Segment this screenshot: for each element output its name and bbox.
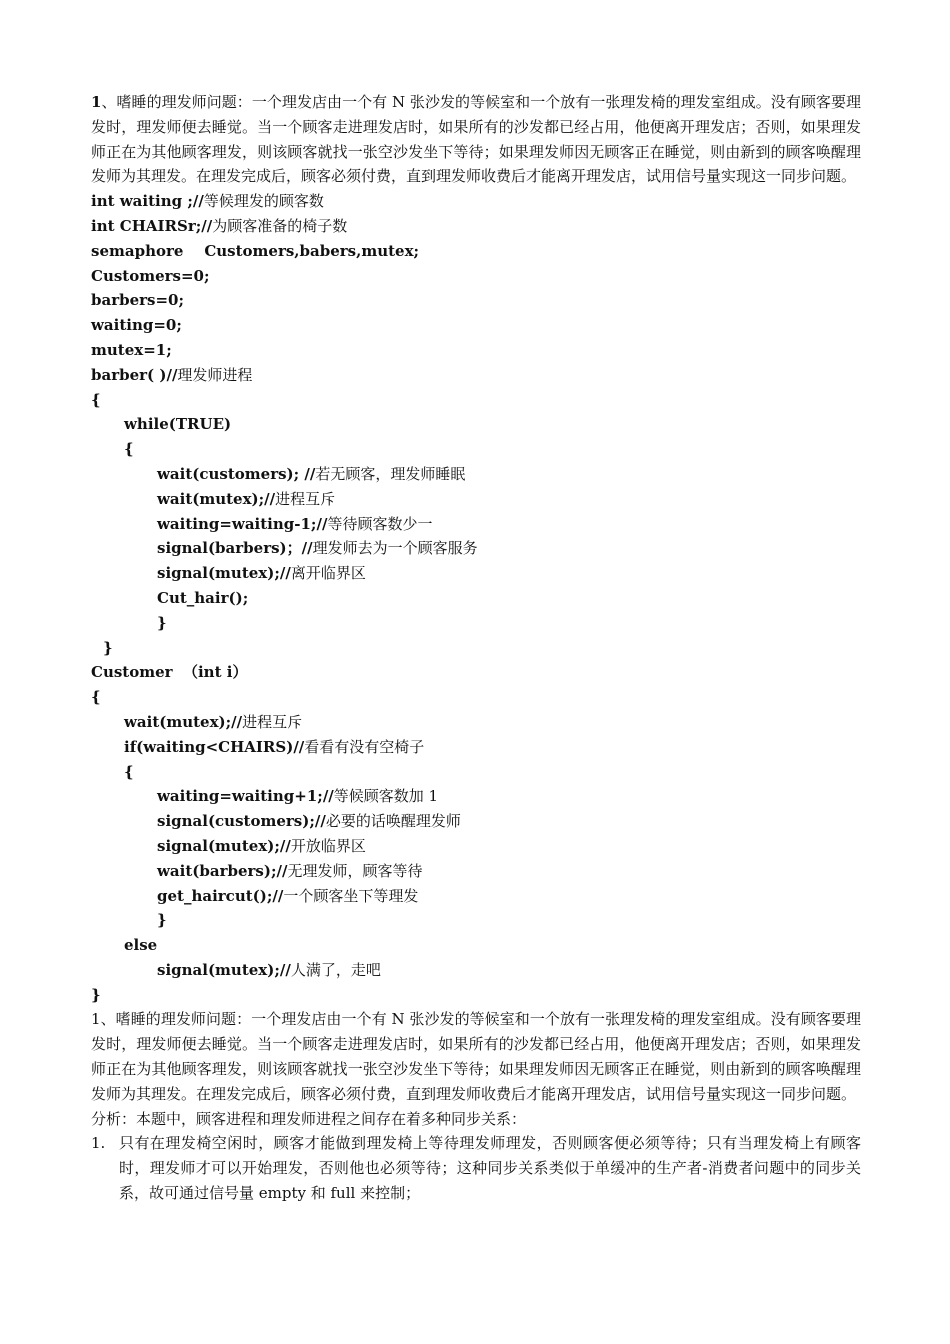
code-line — [91, 933, 861, 958]
code-comment: 看看有没有空椅子 — [304, 737, 425, 756]
code-text: wait(mutex);// — [157, 489, 276, 508]
code-text: if(waiting<CHAIRS)// — [124, 737, 305, 756]
code-text: { — [91, 688, 101, 707]
code-line — [91, 809, 861, 834]
code-comment: 一个顾客坐下等理发 — [283, 886, 419, 905]
code-text: int waiting ;// — [91, 192, 204, 211]
code-comment: 离开临界区 — [290, 564, 366, 583]
code-text: Customers=0; — [91, 266, 210, 285]
code-line — [91, 388, 861, 413]
problem-statement-repeat: 1、嗜睡的理发师问题：一个理发店由一个有 N 张沙发的等候室和一个放有一张理发椅的理发室组成。没有顾客要理发时，理发师便去睡觉。当一个顾客走进理发店时，如果所有的沙发都已经占用，他便离开理发店；否则，如果理发师正在为其他顾客理发，则该顾客就找一张空沙发坐下等待；如果理发师因无顾客正在睡觉，则由新到的顾客唤醒理发师为其理发。在理发完成后，顾客必须付费，直到理发师收费后才能离开理发店，试用信号量实现这一同步问题。 — [91, 1010, 861, 1103]
code-text: wait(barbers);// — [157, 861, 288, 880]
problem-statement — [91, 90, 861, 189]
code-text: int CHAIRSr;// — [91, 216, 213, 235]
code-text: signal(customers);// — [157, 812, 326, 831]
analysis-heading: 分析：本题中，顾客进程和理发师进程之间存在着多种同步关系： — [91, 1109, 527, 1128]
code-comment: 等候顾客数加 1 — [333, 787, 439, 806]
code-line — [91, 462, 861, 487]
code-text: get_haircut();// — [157, 886, 284, 905]
code-line — [91, 983, 861, 1008]
code-line — [91, 735, 861, 760]
code-text: } — [157, 911, 167, 930]
code-line — [91, 288, 861, 313]
code-line — [91, 784, 861, 809]
problem-number: 1 — [91, 93, 102, 111]
code-line — [91, 512, 861, 537]
code-text: wait(customers); // — [157, 464, 316, 483]
code-text: } — [157, 613, 167, 632]
analysis-item — [91, 1131, 861, 1205]
code-comment: 等待顾客数少一 — [327, 514, 433, 533]
code-line — [91, 338, 861, 363]
code-text: } — [91, 985, 101, 1004]
code-line — [91, 760, 861, 785]
code-line — [91, 710, 861, 735]
code-comment: 进程互斥 — [242, 712, 303, 731]
code-text: Cut_hair(); — [157, 588, 249, 607]
code-comment: 开放临界区 — [290, 836, 366, 855]
code-line — [91, 884, 861, 909]
analysis-item-number: 1. — [91, 1134, 106, 1153]
code-text: barbers=0; — [91, 291, 185, 310]
code-comment: 理发师去为一个顾客服务 — [312, 539, 478, 558]
analysis-item-text: 只有在理发椅空闲时，顾客才能做到理发椅上等待理发师理发，否则顾客便必须等待；只有当理发椅上有顾客时，理发师才可以开始理发，否则他也必须等待；这种同步关系类似于单缓冲的生产者-消费者问题中的同步关系，故可通过信号量 empty 和 full 来控制； — [119, 1134, 861, 1203]
code-line — [91, 412, 861, 437]
code-line — [91, 536, 861, 561]
code-line — [91, 239, 861, 264]
code-line — [91, 561, 861, 586]
code-text: signal(mutex);// — [157, 564, 291, 583]
code-line — [91, 487, 861, 512]
code-comment: 等候理发的顾客数 — [203, 192, 324, 211]
code-line — [91, 313, 861, 338]
code-line — [91, 586, 861, 611]
code-text: signal(mutex);// — [157, 836, 291, 855]
code-text: mutex=1; — [91, 340, 172, 359]
code-text: while(TRUE) — [124, 415, 232, 434]
code-comment: 理发师进程 — [177, 365, 253, 384]
code-text: barber( )// — [91, 365, 178, 384]
code-text: waiting=waiting+1;// — [157, 787, 334, 806]
analysis-list — [91, 1131, 861, 1205]
code-text: semaphore Customers,babers,mutex; — [91, 241, 420, 260]
code-text: else — [124, 936, 158, 955]
code-line — [91, 636, 861, 661]
code-line — [91, 859, 861, 884]
code-text: waiting=waiting-1;// — [157, 514, 328, 533]
code-line — [91, 958, 861, 983]
code-text: wait(mutex);// — [124, 712, 243, 731]
code-line — [91, 834, 861, 859]
code-line — [91, 189, 861, 214]
code-line — [91, 660, 861, 685]
code-text: signal(barbers)；// — [157, 539, 313, 558]
code-comment: 必要的话唤醒理发师 — [325, 812, 461, 831]
code-text: { — [91, 390, 101, 409]
code-comment: 无理发师，顾客等待 — [287, 861, 423, 880]
code-line — [91, 264, 861, 289]
code-line — [91, 437, 861, 462]
code-comment: 人满了，走吧 — [290, 960, 381, 979]
document-page — [91, 90, 861, 1206]
code-line — [91, 611, 861, 636]
code-text: { — [124, 762, 134, 781]
code-line — [91, 363, 861, 388]
code-block — [91, 189, 861, 1007]
code-text: signal(mutex);// — [157, 960, 291, 979]
problem-text: 、嗜睡的理发师问题：一个理发店由一个有 N 张沙发的等候室和一个放有一张理发椅的理发室组成。没有顾客要理发时，理发师便去睡觉。当一个顾客走进理发店时，如果所有的沙发都已经占用，他便离开理发店；否则，如果理发师正在为其他顾客理发，则该顾客就找一张空沙发坐下等待；如果理发师因无顾客正在睡觉，则由新到的顾客唤醒理发师为其理发。在理发完成后，顾客必须付费，直到理发师收费后才能离开理发店，试用信号量实现这一同步问题。 — [91, 93, 861, 186]
code-text: waiting=0; — [91, 316, 182, 335]
code-text: { — [124, 440, 134, 459]
code-comment: 若无顾客，理发师睡眠 — [315, 464, 466, 483]
code-line — [91, 214, 861, 239]
code-comment: 为顾客准备的椅子数 — [212, 216, 348, 235]
code-line — [91, 685, 861, 710]
code-text: } — [103, 638, 113, 657]
code-text: Customer （int i） — [91, 663, 248, 682]
code-comment: 进程互斥 — [275, 489, 336, 508]
code-line — [91, 908, 861, 933]
